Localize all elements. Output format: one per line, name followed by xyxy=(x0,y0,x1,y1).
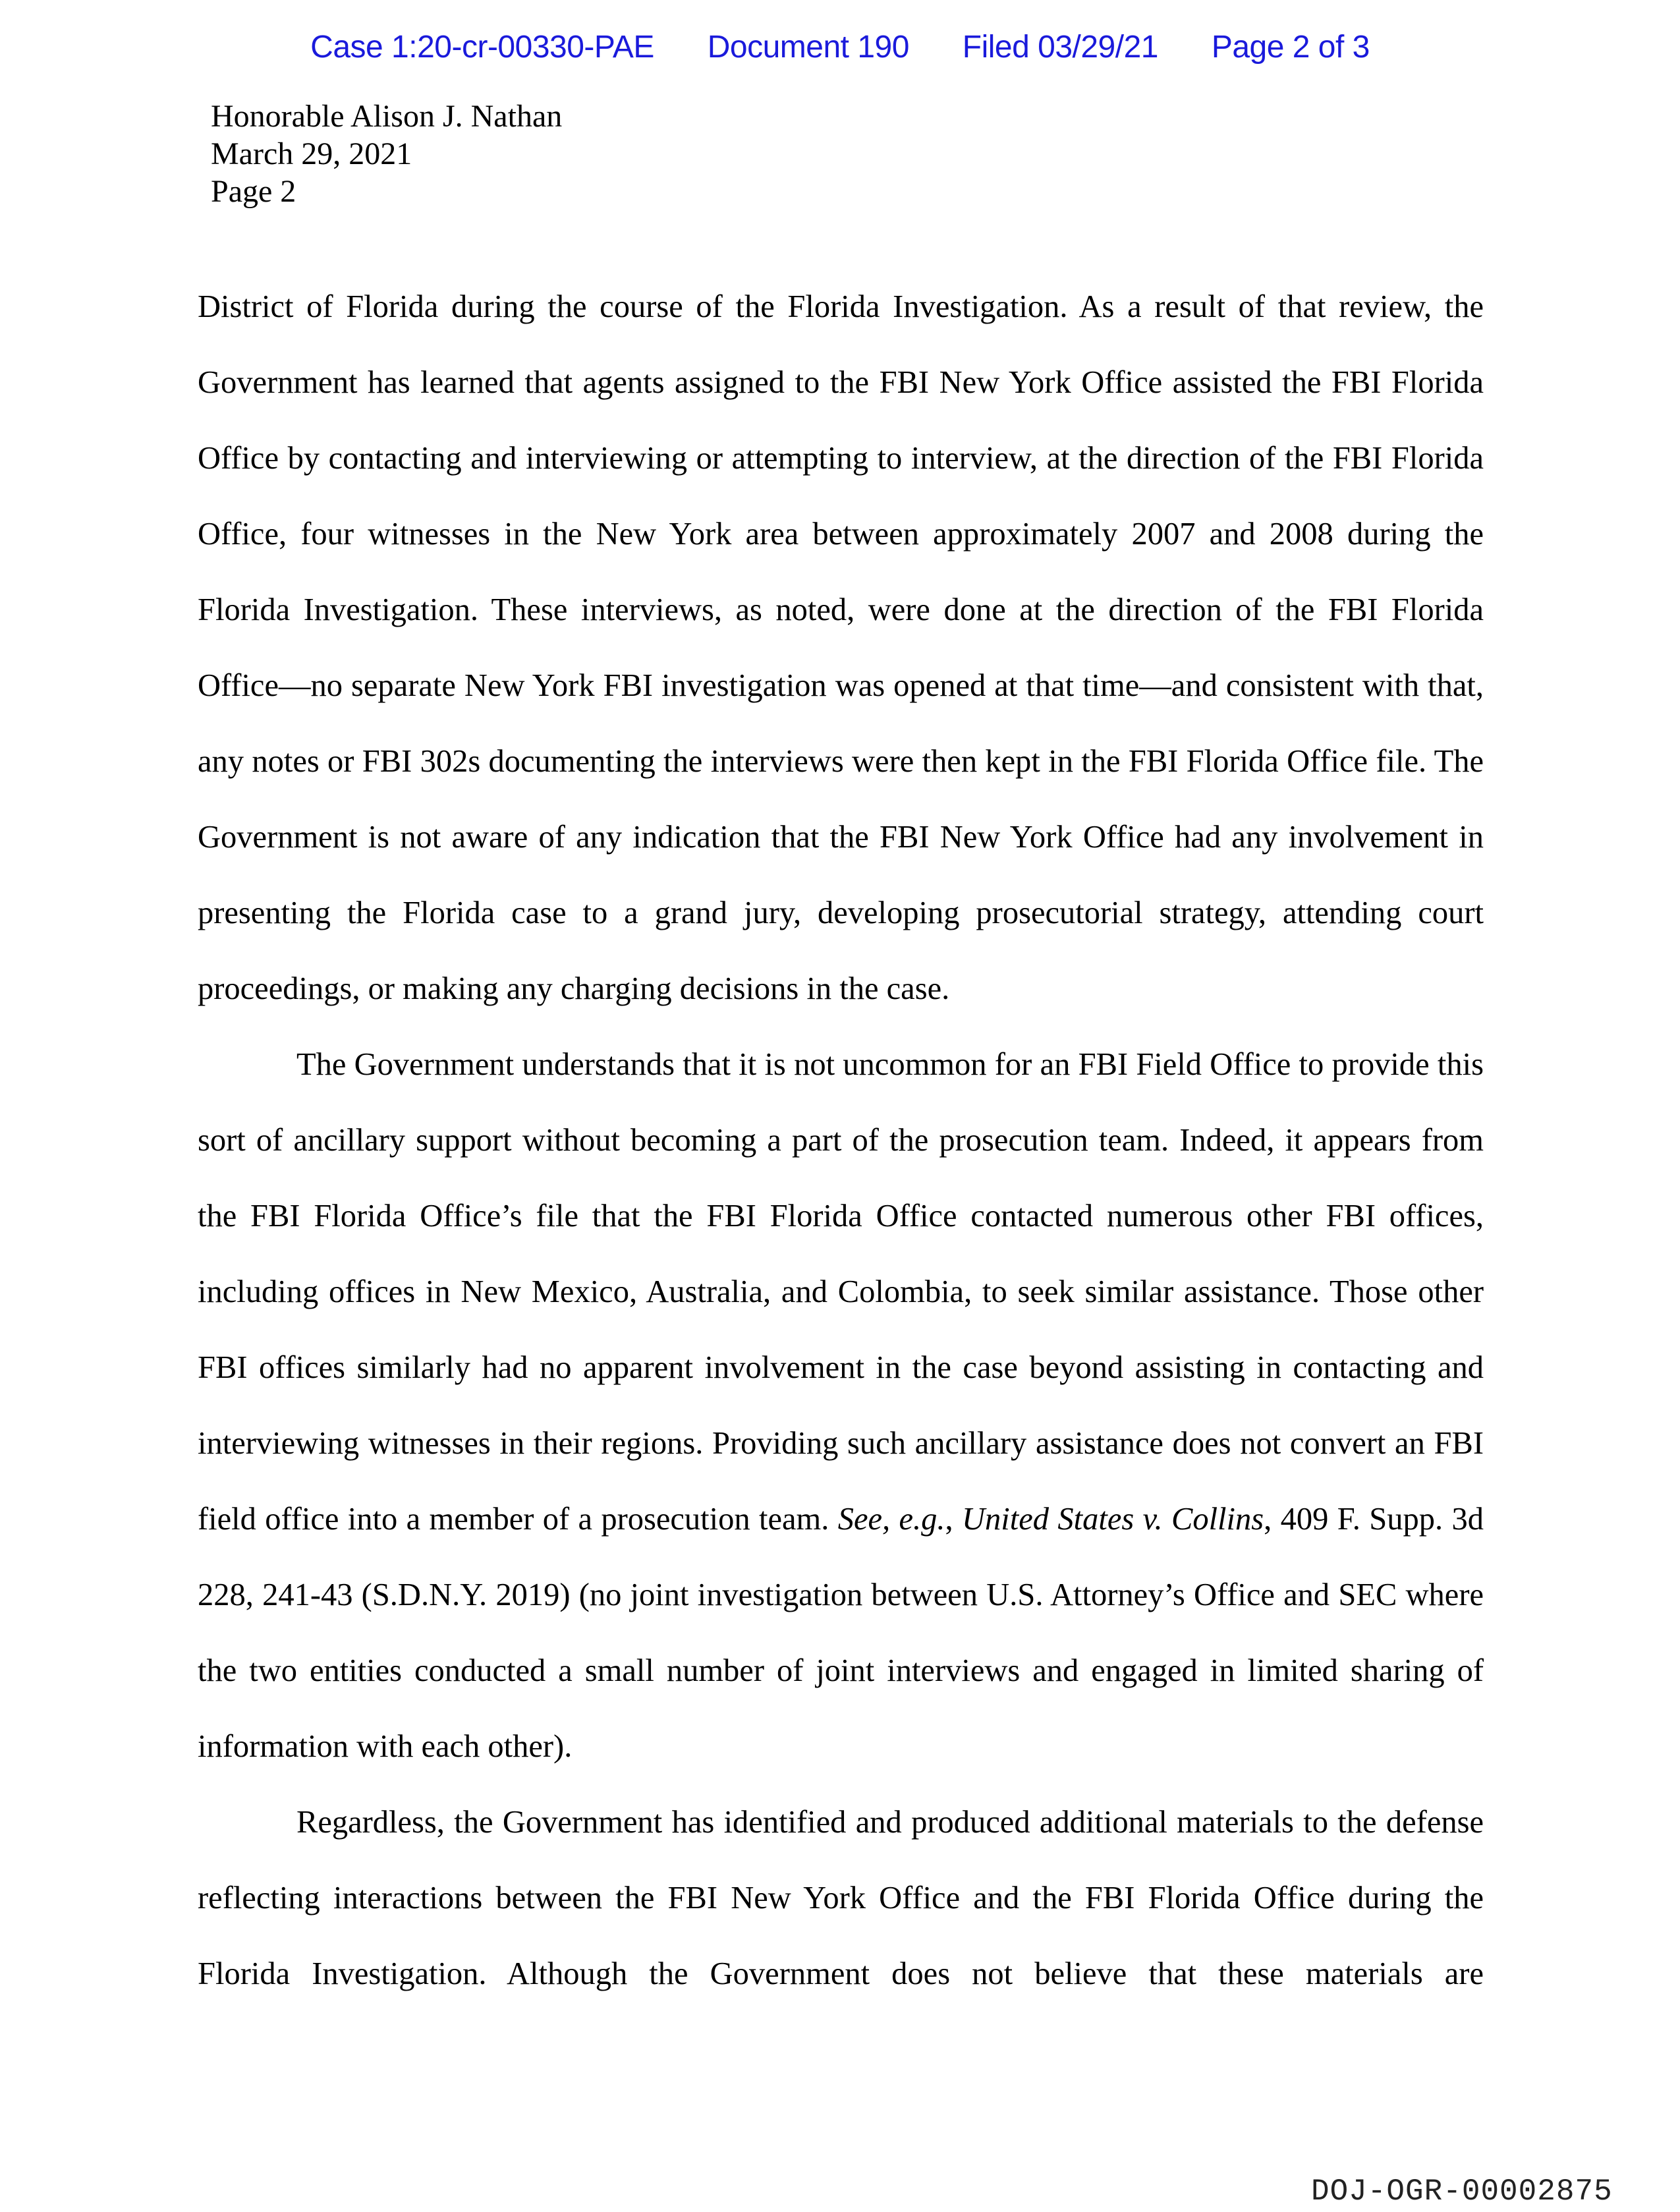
ecf-filing-header xyxy=(0,29,1680,65)
case-name: United States v. Collins xyxy=(962,1502,1264,1537)
paragraph-2-text: The Government understands that it is not uncommon for an FBI Field Office to provide this sort of ancillary support without becoming a part of the prosecution team. Indeed, it appears from the FBI Florida Office’s file that the FBI Florida Office contacted numerous other FBI offices, including offices in New Mexico, Australia, and Colombia, to seek similar assistance. Those other FBI offices similarly had no apparent involvement in the case beyond assisting in contacting and interviewing witnesses in their regions. Providing such ancillary assistance does not convert an FBI field office into a member of a prosecution team. xyxy=(198,1047,1484,1537)
citation-comma: , xyxy=(945,1502,963,1537)
document-number: Document 190 xyxy=(707,30,909,65)
body-paragraph-2 xyxy=(198,1027,1484,1784)
letter-date: March 29, 2021 xyxy=(211,136,412,171)
addressee-name: Honorable Alison J. Nathan xyxy=(211,99,563,134)
citation-text: , 409 F. Supp. 3d 228, 241-43 (S.D.N.Y. 2019) (no joint investigation between U.S. Attorney’s Office and SEC where the two entities conducted a small number of joint interviews and engaged in limited sharing of information with each other). xyxy=(198,1502,1484,1764)
page-count: Page 2 of 3 xyxy=(1211,30,1370,65)
letter-body xyxy=(198,269,1484,2012)
bates-number: DOJ-OGR-00002875 xyxy=(1311,2174,1613,2209)
case-number: Case 1:20-cr-00330-PAE xyxy=(310,30,654,65)
citation-signal: See, e.g. xyxy=(837,1502,945,1537)
body-paragraph-1: District of Florida during the course of the Florida Investigation. As a result of that review, the Government has learned that agents assigned to the FBI New York Office assisted the FBI Florida Office by contacting and interviewing or attempting to interview, at the direction of the FBI Florida Office, four witnesses in the New York area between approximately 2007 and 2008 during the Florida Investigation. These interviews, as noted, were done at the direction of the FBI Florida Office—no separate New York FBI investigation was opened at that time—and consistent with that, any notes or FBI 302s documenting the interviews were then kept in the FBI Florida Office file. The Government is not aware of any indication that the FBI New York Office had any involvement in presenting the Florida case to a grand jury, developing prosecutorial strategy, attending court proceedings, or making any charging decisions in the case. xyxy=(198,289,1484,1006)
body-paragraph-3: Regardless, the Government has identified and produced additional materials to the defense reflecting interactions between the FBI New York Office and the FBI Florida Office during the Florida Investigation. Although the Government does not believe that these materials are xyxy=(198,1805,1484,1991)
letter-addressee-block xyxy=(211,98,562,210)
filed-date: Filed 03/29/21 xyxy=(962,30,1158,65)
letter-page-number: Page 2 xyxy=(211,174,296,209)
